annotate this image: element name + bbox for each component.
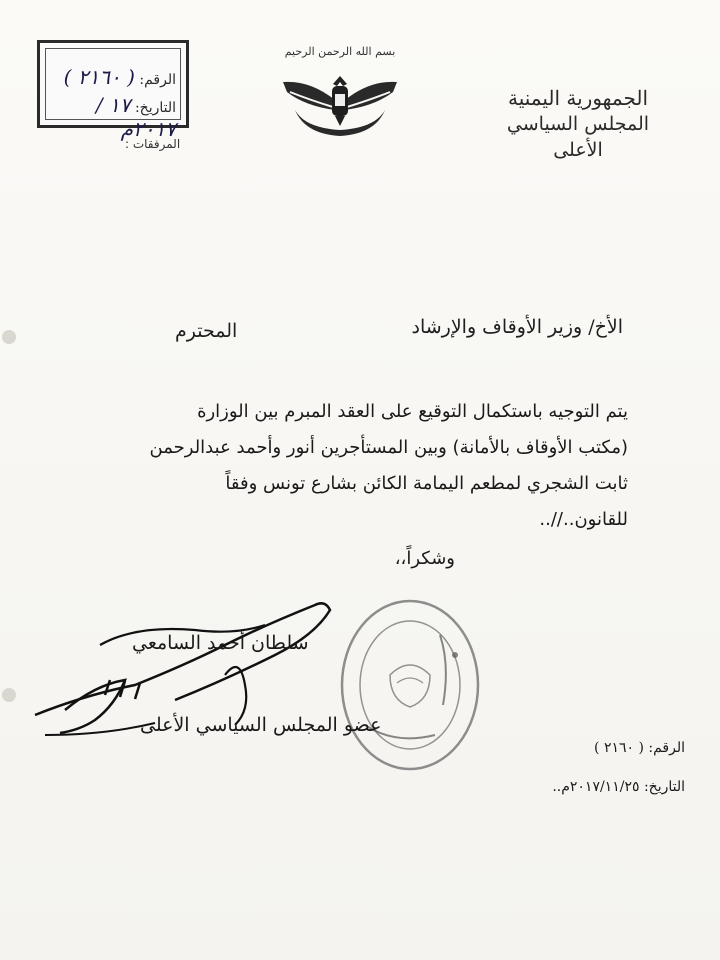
addressee: الأخ/ وزير الأوقاف والإرشاد <box>411 316 623 338</box>
footer-date-value: ٢٠١٧/١١/٢٥م.. <box>552 779 640 795</box>
punch-hole <box>2 330 16 344</box>
letterhead <box>498 85 658 163</box>
body-line: يتم التوجيه باستكمال التوقيع على العقد المبرم بين الوزارة <box>197 401 628 422</box>
ref-date-value: ١٧ / ٢٠١٧م <box>95 93 176 141</box>
ref-number-label: الرقم: <box>139 72 176 88</box>
honorific: المحترم <box>175 320 238 342</box>
footer-date <box>552 779 685 795</box>
reference-stamp-box <box>37 40 189 141</box>
footer-number <box>594 740 685 756</box>
basmala: بسم الله الرحمن الرحيم <box>284 45 396 58</box>
ref-date-label: التاريخ: <box>134 100 176 116</box>
ref-date-row <box>40 93 176 141</box>
footer-number-value: ( ٢١٦٠ ) <box>594 740 644 756</box>
body-line: (مكتب الأوقاف بالأمانة) وبين المستأجرين أنور وأحمد عبدالرحمن <box>149 437 628 458</box>
signatory-name: سلطان أحمد السامعي <box>132 632 309 654</box>
footer-date-label: التاريخ: <box>643 779 685 795</box>
letter-body <box>108 394 628 538</box>
letterhead-council: المجلس السياسي الأعلى <box>506 113 650 161</box>
ref-number-row <box>64 65 176 89</box>
body-line: للقانون..//.. <box>539 509 628 530</box>
ref-number-value: ( ٢١٦٠ ) <box>63 65 135 89</box>
attachments-label: المرفقات : <box>125 137 181 151</box>
eagle-emblem-icon <box>275 62 405 142</box>
body-line: ثابت الشجري لمطعم اليمامة الكائن بشارع تونس وفقاً <box>225 473 628 494</box>
signatory-title: عضو المجلس السياسي الأعلى <box>140 714 382 736</box>
state-emblem <box>265 45 415 160</box>
punch-hole <box>2 688 16 702</box>
footer-number-label: الرقم: <box>648 740 685 756</box>
closing-thanks: وشكراً،، <box>394 548 455 569</box>
letterhead-republic: الجمهورية اليمنية <box>507 86 649 110</box>
